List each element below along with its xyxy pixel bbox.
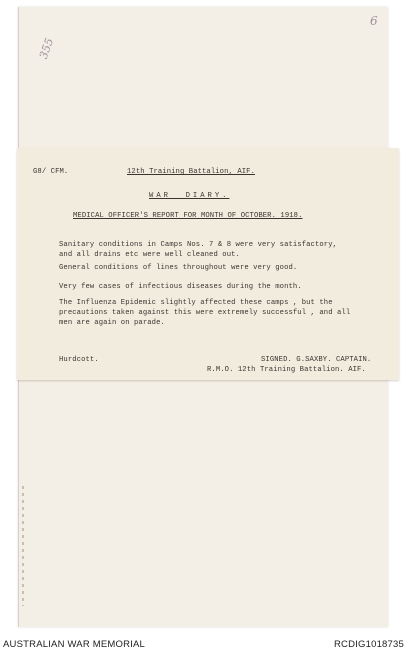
- handwritten-page-number: 6: [370, 14, 378, 28]
- footer-institution: AUSTRALIAN WAR MEMORIAL: [3, 639, 146, 650]
- memo-signature: SIGNED. G.SAXBY. CAPTAIN.: [261, 356, 372, 364]
- handwritten-folio-number: 355: [36, 36, 57, 61]
- memo-place: Hurdcott.: [59, 356, 99, 364]
- archive-footer: [0, 637, 407, 654]
- footer-record-id: RCDIG1018735: [334, 639, 404, 650]
- memo-signature-title: R.M.O. 12th Training Battalion. AIF.: [207, 366, 366, 374]
- binding-holes: [22, 486, 24, 606]
- memo-reference: G8/ CFM.: [33, 168, 69, 176]
- memo-paragraph-influenza: The Influenza Epidemic slightly affected these camps , but the precautions taken against this were extremely successful , and all men are again on parade.: [59, 299, 351, 327]
- memo-report-title: MEDICAL OFFICER'S REPORT FOR MONTH OF OCTOBER. 1918.: [73, 212, 303, 220]
- memo-paragraph-sanitary: Sanitary conditions in Camps Nos. 7 & 8 were very satisfactory, and all drains etc were well cleaned out.: [59, 241, 338, 259]
- memo-heading: WAR DIARY.: [149, 192, 230, 200]
- memo-paragraph-conditions: General conditions of lines throughout were very good.: [59, 264, 298, 272]
- memo-battalion: 12th Training Battalion, AIF.: [127, 168, 255, 176]
- memo-paragraph-infectious: Very few cases of infectious diseases during the month.: [59, 283, 302, 291]
- typed-memo: [17, 148, 399, 380]
